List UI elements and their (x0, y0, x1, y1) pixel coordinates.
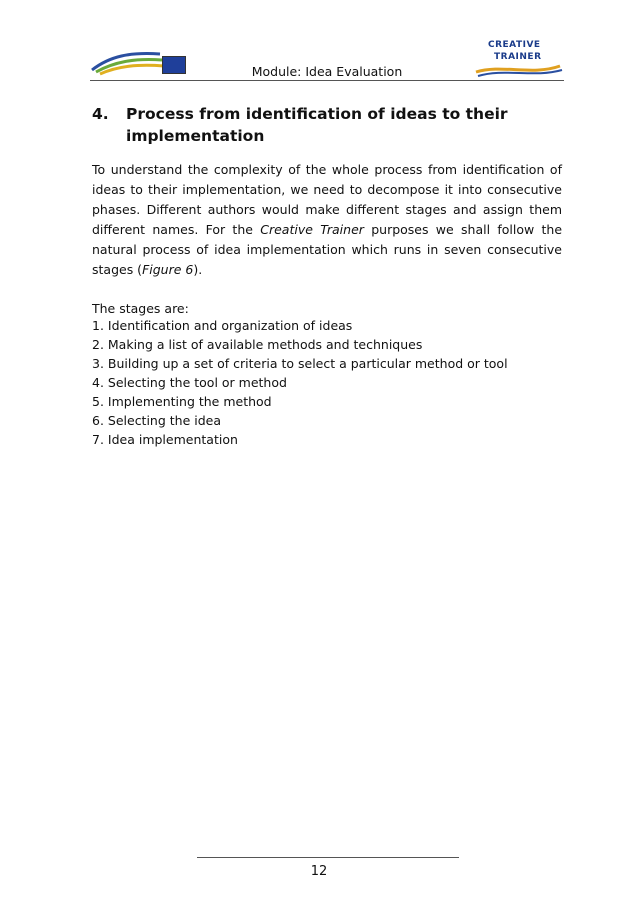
module-title: Module: Idea Evaluation (251, 64, 403, 79)
list-item: 4. Selecting the tool or method (92, 375, 287, 390)
paragraph-text: To understand the complexity of the whole process from identification of ideas to their implementation, we need to decompose it into consecutive phases. Different authors would make different stages and assign them different names. For the (92, 162, 562, 237)
header-rule (90, 80, 564, 81)
logo-text-line2: TRAINER (494, 52, 542, 62)
stages-intro: The stages are: (92, 301, 189, 316)
paragraph-italic-figure-ref: Figure 6 (142, 262, 194, 277)
creative-trainer-logo (472, 38, 564, 78)
logo-text-line1: CREATIVE (488, 40, 541, 50)
section-title: Process from identification of ideas to their implementation (126, 105, 508, 145)
section-number: 4. (92, 105, 109, 123)
page-number: 12 (310, 864, 328, 879)
list-item: 6. Selecting the idea (92, 413, 222, 428)
list-item: 3. Building up a set of criteria to select a particular method or tool (92, 356, 508, 371)
list-item: 1. Identification and organization of ideas (92, 318, 353, 333)
list-item: 7. Idea implementation (92, 432, 238, 447)
stages-list (92, 316, 508, 449)
list-item: 2. Making a list of available methods and techniques (92, 337, 423, 352)
list-item: 5. Implementing the method (92, 394, 272, 409)
page-header (90, 38, 564, 82)
intro-paragraph (92, 160, 562, 280)
paragraph-italic-creative-trainer: Creative Trainer (260, 222, 364, 237)
footer-rule (197, 857, 459, 858)
paragraph-text: purposes we shall follow the natural process of idea implementation which runs in seven consecutive stages ( (92, 222, 563, 277)
paragraph-text: ). (193, 262, 203, 277)
